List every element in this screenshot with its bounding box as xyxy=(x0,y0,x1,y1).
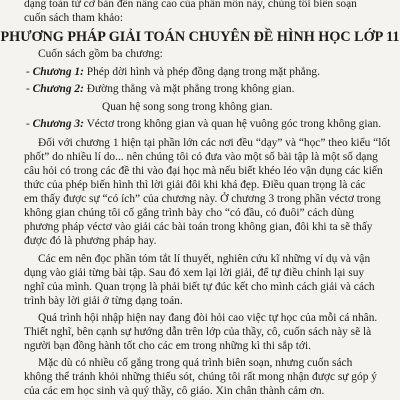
paragraph-line: dụng vào giải từng bài tập. Sau đó xem lại lời giải, để tự điều chỉnh lại suy xyxy=(24,267,365,279)
paragraph-line: phương pháp véctơ vào giải các bài toán trong không gian, đôi khi ta sẽ thấy xyxy=(24,221,373,233)
paragraph-line: của các em học sinh và quý thầy, cô giáo. Xin chân thành cảm ơn. xyxy=(24,385,325,397)
chapter-text: Véctơ trong không gian và quan hệ vuông góc trong không gian. xyxy=(86,118,382,130)
intro-line: dạng toán từ cơ bản đến nâng cao của phần môn này, chúng tôi biên soạn xyxy=(24,0,357,10)
chapter-text: Đường thẳng và mặt phẳng trong không gian. xyxy=(86,83,295,95)
paragraph-line: Các em nên đọc phần tóm tắt lí thuyết, nghiên cứu kĩ những ví dụ và vận xyxy=(38,253,371,265)
paragraph-line: câu hỏi có trong các đề thi vào đại học mà nếu biết khéo léo vận dụng các kiến xyxy=(24,165,383,177)
paragraph-line: Mặc dù có nhiều cố gắng trong quá trình biên soạn, nhưng cuốn sách xyxy=(38,357,353,369)
signature-fragment xyxy=(262,392,322,400)
paragraph-line: không thể tránh khỏi những thiếu sót, chúng tôi rất mong nhận được sự góp ý xyxy=(24,371,377,383)
chapter-2 xyxy=(26,82,400,96)
chapter-label: Chương 3: xyxy=(32,118,84,130)
paragraph-line: trình bày lời giải ở từng dạng toán. xyxy=(24,295,183,307)
chapter-3 xyxy=(26,117,400,131)
book-title: PHƯƠNG PHÁP GIẢI TOÁN CHUYÊN ĐỀ HÌNH HỌC LỚP 11 xyxy=(0,29,400,45)
chapter-label: Chương 1: xyxy=(32,66,84,78)
bullet: - xyxy=(26,83,30,95)
chapter-2-continued: Quan hệ song song trong không gian. xyxy=(102,101,273,113)
paragraph-line: không gian chúng tôi cố gắng trình bày cho “có đầu, có đuôi” cách dùng xyxy=(24,207,354,219)
paragraph-line: Đối với chương 1 hiện tại phần lớn các nơi đều “dạy” và “học” theo kiểu “lốt xyxy=(38,137,391,149)
paragraph-line: Quá trình hội nhập hiện nay đang đòi hỏi cao việc tự học của mỗi cá nhân. xyxy=(38,312,378,324)
paragraph-line: được đó là phương pháp hay. xyxy=(24,235,157,247)
chapter-label: Chương 2: xyxy=(32,83,84,95)
paragraph-line: thức của phép biến hình thì lời giải đôi khi khá đẹp. Điều quan trọng là các xyxy=(24,179,366,191)
paragraph-line: nghĩ của mình. Quan trọng là phải biết tự đúc kết cho mình cách giải và cách xyxy=(24,281,375,293)
bullet: - xyxy=(26,118,30,130)
chapter-1 xyxy=(26,65,400,79)
paragraph-line: Thiết nghĩ, bên cạnh sự hướng dẫn trên lớp của thầy, cô, cuốn sách này sẽ là xyxy=(24,326,372,338)
paragraph-line: phốt” do nhiều lí do... nên chúng tôi có đưa vào một số bài tập là một số dạng xyxy=(24,151,378,163)
bullet: - xyxy=(26,66,30,78)
contents-intro: Cuốn sách gồm ba chương: xyxy=(38,48,163,60)
paragraph-line: người bạn đồng hành tốt cho các em trong những kì thi sắp tới. xyxy=(24,340,311,352)
paragraph-line: em thấy được sự “có ích” của chương này. Ở chương 3 trong phần véctơ trong xyxy=(24,193,381,205)
intro-line: cuốn sách tham khảo: xyxy=(24,12,124,24)
chapter-text: Phép dời hình và phép đồng dạng trong mặt phẳng. xyxy=(86,66,320,78)
